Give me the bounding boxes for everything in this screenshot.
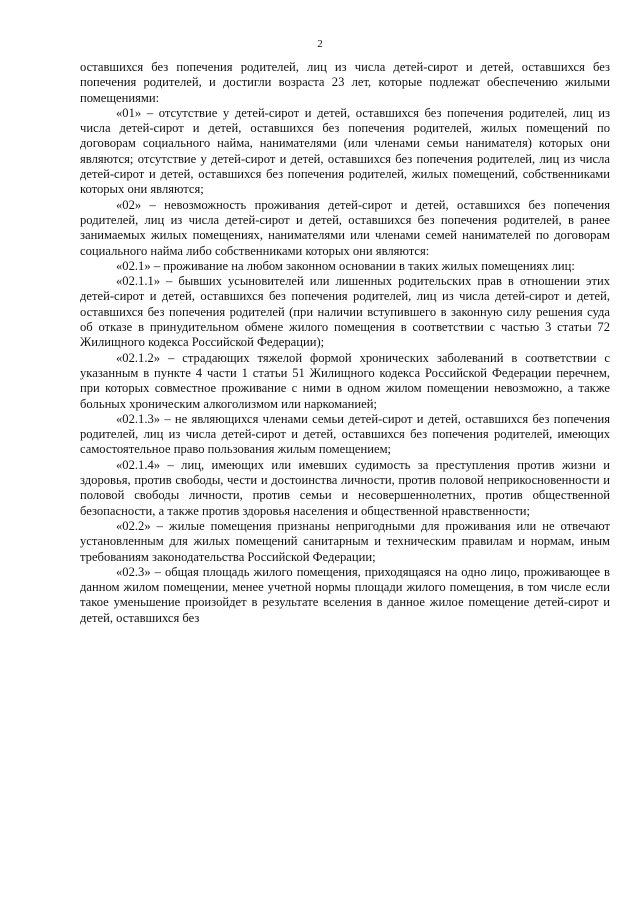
- paragraph: «02.1.1» – бывших усыновителей или лишенных родительских прав в отношении этих детей-сирот и детей, оставшихся без попечения родителей, лиц из числа детей-сирот и детей, оставшихся без попечения родителей (при наличии вступившего в законную силу решения суда об отказе в принудительном обмене жилого помещения в соответствии с частью 3 статьи 72 Жилищного кодекса Российской Федерации);: [80, 274, 610, 350]
- document-body: [80, 60, 610, 626]
- paragraph: «02.1.4» – лиц, имеющих или имевших судимость за преступления против жизни и здоровья, против свободы, чести и достоинства личности, против половой неприкосновенности и половой свободы личности, против семьи и несовершеннолетних, против общественной безопасности, а также против здоровья населения и общественной нравственности;: [80, 457, 610, 518]
- page-number: 2: [317, 38, 323, 50]
- paragraph: «02.2» – жилые помещения признаны непригодными для проживания или не отвечают установленным для жилых помещений санитарным и техническим правилам и нормам, иным требованиям законодательства Российской Федерации;: [80, 518, 610, 564]
- paragraph: «02.1.3» – не являющихся членами семьи детей-сирот и детей, оставшихся без попечения родителей, лиц из числа детей-сирот и детей, оставшихся без попечения родителей, имеющих самостоятельное право пользования жилым помещением;: [80, 411, 610, 457]
- paragraph: «01» – отсутствие у детей-сирот и детей, оставшихся без попечения родителей, лиц из числа детей-сирот и детей, оставшихся без попечения родителей, жилых помещений по договорам социального найма, нанимателями (или членами семьи нанимателя) которых они являются; отсутствие у детей-сирот и детей, оставшихся без попечения родителей, лиц из числа детей-сирот и детей, оставшихся без попечения родителей, жилых помещений, собственниками которых они являются;: [80, 105, 610, 197]
- paragraph: «02» – невозможность проживания детей-сирот и детей, оставшихся без попечения родителей, лиц из числа детей-сирот и детей, оставшихся без попечения родителей, в ранее занимаемых жилых помещениях, нанимателями или членами семей нанимателей по договорам социального найма либо собственниками которых они являются:: [80, 197, 610, 258]
- paragraph: «02.1» – проживание на любом законном основании в таких жилых помещениях лиц:: [116, 258, 575, 273]
- paragraph: «02.1.2» – страдающих тяжелой формой хронических заболеваний в соответствии с указанным в пункте 4 части 1 статьи 51 Жилищного кодекса Российской Федерации перечнем, при которых совместное проживание с ними в одном жилом помещении невозможно, а также больных хроническим алкоголизмом или наркоманией;: [80, 350, 610, 411]
- paragraph: «02.3» – общая площадь жилого помещения, приходящаяся на одно лицо, проживающее в данном жилом помещении, менее учетной нормы площади жилого помещения, в том числе если такое уменьшение произойдет в результате вселения в данное жилое помещение детей-сирот и детей, оставшихся без: [80, 564, 610, 625]
- paragraph: оставшихся без попечения родителей, лиц из числа детей-сирот и детей, оставшихся без попечения родителей, и достигли возраста 23 лет, которые подлежат обеспечению жилыми помещениями:: [80, 60, 610, 105]
